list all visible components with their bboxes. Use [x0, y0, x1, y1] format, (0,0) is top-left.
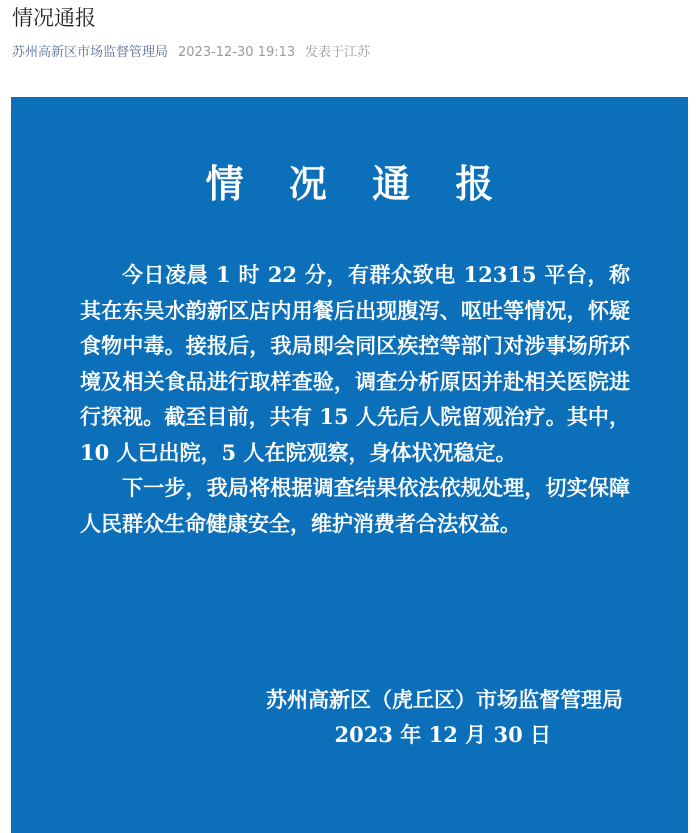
notice-image	[11, 97, 688, 833]
signature-organization: 苏州高新区（虎丘区）市场监督管理局	[266, 687, 623, 712]
post-title: 情况通报	[12, 6, 96, 30]
notice-heading: 情 况 通 报	[205, 161, 510, 206]
post-meta	[12, 44, 370, 62]
author-link[interactable]: 苏州高新区市场监督管理局	[12, 45, 169, 60]
publish-location: 发表于江苏	[305, 45, 371, 60]
notice-body	[80, 257, 630, 541]
signature-date: 2023 年 12 月 30 日	[334, 722, 551, 747]
publish-datetime: 2023-12-30 19:13	[178, 45, 296, 60]
notice-paragraph-1: 今日凌晨 1 时 22 分，有群众致电 12315 平台，称其在东吴水韵新区店内用餐后出现腹泻、呕吐等情况，怀疑食物中毒。接报后，我局即会同区疾控等部门对涉事场所环境及相关食品进行取样查验，调查分析原因并赴相关医院进行探视。截至目前，共有 15 人先后人院留观治疗。其中，10 人已出院，5 人在院观察，身体状况稳定。	[80, 262, 630, 465]
notice-paragraph-2: 下一步，我局将根据调查结果依法依规处理，切实保障人民群众生命健康安全，维护消费者合法权益。	[80, 475, 630, 536]
